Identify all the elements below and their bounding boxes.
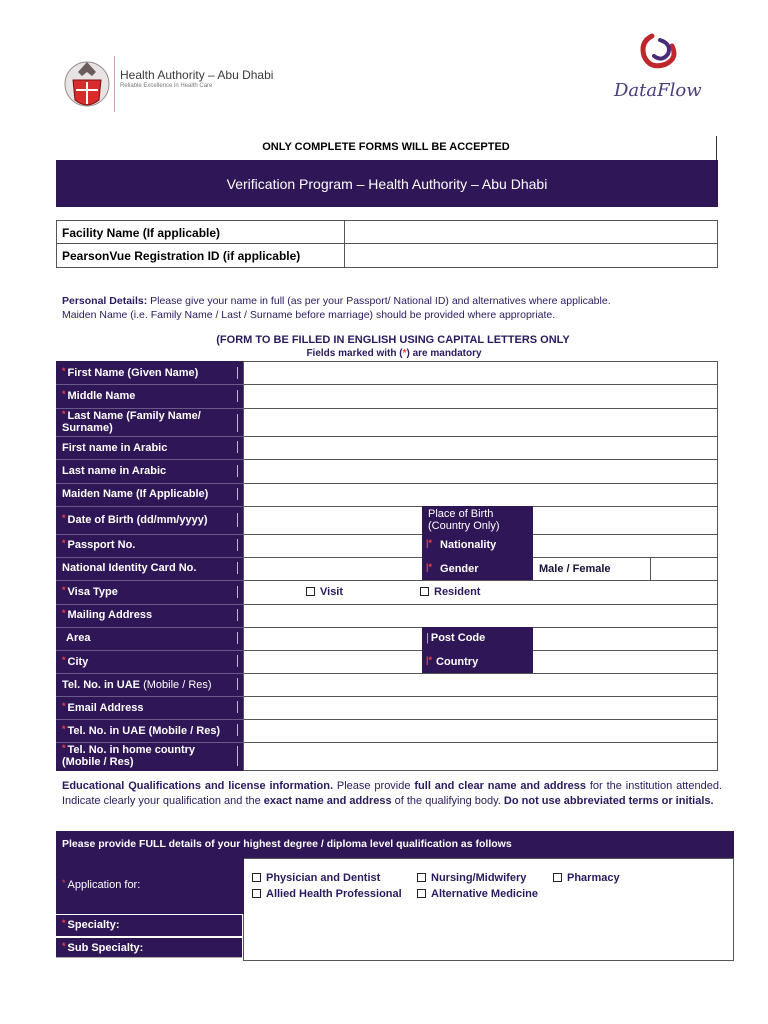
resident-checkbox-icon[interactable] (420, 587, 429, 596)
haad-name: Health Authority – Abu Dhabi (120, 68, 274, 82)
tel-uae-label: Tel. No. in UAE (Mobile / Res) (62, 679, 212, 691)
mandatory-note: Fields marked with (*) are mandatory (306, 348, 482, 359)
dataflow-name: DataFlow (614, 80, 702, 101)
visa-visit-option[interactable]: Visit (306, 586, 343, 598)
maiden-name-note: Maiden Name (i.e. Family Name / Last / Surname before marriage) should be provided where appropriate. (62, 309, 556, 321)
area-field[interactable] (244, 628, 421, 650)
visit-checkbox-icon[interactable] (306, 587, 315, 596)
city-label: * City (62, 655, 89, 668)
program-title: Verification Program – Health Authority – Abu Dhabi (226, 176, 548, 192)
last-name-arabic-field[interactable] (244, 460, 717, 483)
national-id-label: National Identity Card No. (62, 562, 197, 574)
english-note: (FORM TO BE FILLED IN ENGLISH USING CAPITAL LETTERS ONLY (216, 334, 570, 346)
allied-checkbox-icon[interactable] (252, 889, 261, 898)
nationality-label: |* Nationality (426, 538, 497, 551)
city-field[interactable] (244, 651, 421, 673)
dataflow-logo (606, 32, 716, 112)
first-name-arabic-label: First name in Arabic (62, 442, 168, 454)
sub-specialty-field[interactable] (244, 938, 733, 960)
maiden-name-label: Maiden Name (If Applicable) (62, 488, 209, 500)
mailing-address-label: * Mailing Address (62, 608, 153, 621)
place-of-birth-field[interactable] (534, 507, 717, 534)
middle-name-label: * Middle Name (62, 389, 136, 402)
allied-option[interactable]: Allied Health Professional (252, 888, 402, 900)
dob-field[interactable] (244, 507, 421, 534)
country-label: |* Country (426, 655, 479, 668)
first-name-label: * First Name (Given Name) (62, 366, 199, 379)
passport-label: * Passport No. (62, 538, 136, 551)
alternative-option[interactable]: Alternative Medicine (417, 888, 538, 900)
alternative-checkbox-icon[interactable] (417, 889, 426, 898)
specialty-field[interactable] (244, 915, 733, 936)
falcon-emblem-icon (62, 54, 112, 116)
last-name-field[interactable] (244, 409, 717, 436)
haad-tagline: Reliable Excellence in Health Care (120, 83, 213, 89)
nationality-field[interactable] (534, 535, 717, 557)
haad-logo (62, 52, 272, 118)
email-field[interactable] (244, 697, 717, 719)
area-label: Area (66, 632, 91, 644)
last-name-arabic-label: Last name in Arabic (62, 465, 167, 477)
specialty-label: * Specialty: (62, 918, 120, 931)
nursing-checkbox-icon[interactable] (417, 873, 426, 882)
tel-home-label: * Tel. No. in home country (Mobile / Res) (62, 743, 196, 768)
personal-details-heading: Personal Details: (62, 295, 148, 307)
first-name-arabic-field[interactable] (244, 437, 717, 459)
tel-uae-mandatory-field[interactable] (244, 720, 717, 742)
tel-uae-field[interactable] (244, 674, 717, 696)
pharmacy-checkbox-icon[interactable] (553, 873, 562, 882)
mailing-address-field[interactable] (244, 605, 717, 627)
pearson-id-field[interactable] (345, 244, 717, 267)
email-label: * Email Address (62, 701, 144, 714)
application-for-label: * Application for: (62, 878, 141, 891)
notice-text: ONLY COMPLETE FORMS WILL BE ACCEPTED (262, 141, 510, 153)
pharmacy-option[interactable]: Pharmacy (553, 872, 620, 884)
visa-type-label: * Visa Type (62, 585, 118, 598)
middle-name-field[interactable] (244, 385, 717, 408)
gender-extra-field[interactable] (651, 558, 717, 580)
tel-home-field[interactable] (244, 743, 717, 770)
education-intro: Educational Qualifications and license information. Please provide full and clear name and address for the institution attended. Indicate clearly your qualification and the exact name and address of the qualifying body. Do not use abbreviated terms or initials. (62, 780, 722, 807)
post-code-field[interactable] (534, 628, 717, 650)
nursing-option[interactable]: Nursing/Midwifery (417, 872, 526, 884)
qualification-banner-text: Please provide FULL details of your highest degree / diploma level qualification as follows (62, 838, 512, 850)
pearson-id-label: PearsonVue Registration ID (if applicable) (62, 249, 301, 263)
dob-label: * Date of Birth (dd/mm/yyyy) (62, 513, 208, 526)
country-field[interactable] (534, 651, 717, 673)
maiden-name-field[interactable] (244, 484, 717, 506)
facility-name-field[interactable] (345, 221, 717, 243)
facility-name-label: Facility Name (If applicable) (62, 226, 221, 240)
place-of-birth-label: Place of Birth (Country Only) (428, 508, 500, 532)
national-id-field[interactable] (244, 558, 421, 580)
sub-specialty-label: * Sub Specialty: (62, 941, 144, 954)
post-code-label: | Post Code (426, 632, 486, 644)
physician-option[interactable]: Physician and Dentist (252, 872, 380, 884)
required-star: * (402, 348, 407, 359)
visa-resident-option[interactable]: Resident (420, 586, 480, 598)
tel-uae-mandatory-label: * Tel. No. in UAE (Mobile / Res) (62, 724, 221, 737)
first-name-field[interactable] (244, 362, 717, 384)
passport-field[interactable] (244, 535, 421, 557)
gender-label: |* Gender (426, 562, 479, 575)
gender-value[interactable]: Male / Female (539, 563, 611, 575)
physician-checkbox-icon[interactable] (252, 873, 261, 882)
personal-details-intro: Personal Details: Please give your name in full (as per your Passport/ National ID) and alternatives where applicable. Maiden Name (i.e. Family Name / Last / Surname before marriage) should be provided where appropriate. (62, 295, 611, 321)
dataflow-swirl-icon (632, 32, 682, 78)
last-name-label: * Last Name (Family Name/ Surname) (62, 409, 201, 434)
